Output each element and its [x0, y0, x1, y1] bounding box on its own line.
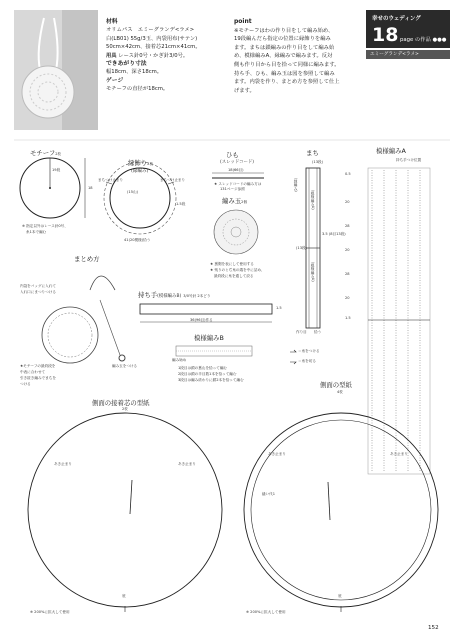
motif-title-text: モチーフ: [30, 149, 56, 157]
materials-yarn-1: オリムパス エミーグランデ<ラメ>: [106, 27, 195, 34]
ball-count: 2個: [241, 200, 248, 204]
gusset-edge: (縁編み): [294, 178, 298, 192]
assembly-l5: 引き抜き編みでまちを: [20, 376, 56, 380]
ball-title: [222, 196, 247, 205]
handle-rect: [140, 304, 272, 314]
ball-note3: 最終段に糸を通して絞る: [214, 274, 254, 278]
assembly-r1: 編み玉をつける: [112, 364, 138, 368]
motif-title: [30, 148, 61, 157]
motif-note2: 糸1本で編む: [26, 230, 47, 234]
materials-yarn-3: 50cm×42cm、接着芯21cm×41cm。: [106, 44, 201, 51]
yarn-tag: エミーグランデ<ラメ>: [366, 50, 450, 59]
materials-yarn-2: 白(LB01) 55g/3玉、内袋用布(サテン): [106, 35, 198, 42]
pattern-b-note2: 2段目は鎖の半目数1本を拾って編む: [178, 372, 237, 376]
edging-circle: [110, 168, 170, 228]
tools-label: 用具: [106, 52, 117, 59]
assembly-bag: [42, 307, 98, 363]
interfacing-pattern-title: 側面の接着芯の型紙: [92, 399, 150, 407]
pattern-a-title: 模様編みA: [376, 147, 406, 155]
materials-title: 材料: [106, 19, 118, 25]
handle-depth: 1.5: [276, 306, 282, 310]
side-seam-allowance: 縫い代1: [262, 492, 276, 496]
point-line: ます。内袋を作り、まとめ方を参照して仕上: [234, 79, 340, 86]
edging-sub: (縁編み): [131, 169, 149, 174]
page-number: 152: [428, 625, 439, 631]
handle-width: 36(96目)作る: [190, 318, 213, 322]
gauge-title: ゲージ: [106, 77, 124, 84]
cord-length: 18(66目): [228, 168, 244, 172]
side-pattern-title: 側面の型紙: [320, 381, 352, 389]
gusset-rows-top: (13段): [312, 160, 323, 164]
handle-title: [138, 290, 210, 299]
pattern-a-s1: 0.5: [345, 172, 351, 176]
size-title: できあがり寸法: [106, 61, 147, 68]
legend-attach: ＝糸をつける: [298, 349, 320, 353]
pattern-a-s2: 1.5: [345, 316, 351, 320]
gusset-rows-bot: (13段): [296, 246, 307, 250]
ball-note2: ★ 残りのとぢ糸の端を中に詰め、: [210, 268, 265, 272]
pattern-a-chart: [368, 168, 430, 474]
side-mark-left: あき止まり: [268, 452, 286, 456]
pattern-a-r3: 20: [345, 248, 350, 252]
edging-range: (15山): [127, 190, 138, 194]
assembly-title: まとめ方: [74, 255, 100, 263]
interfacing-mark-right: あき止まり: [178, 462, 196, 466]
interfacing-pattern-count: 2枚: [122, 407, 128, 411]
edging-bottom: 41(20模様)拾う: [124, 238, 151, 242]
pattern-b-title: 模様編みB: [194, 334, 224, 342]
gusset-dim1: 作り目: [296, 330, 307, 334]
point-title: point: [234, 18, 252, 25]
interfacing-note: ※ 200%に拡大して使用: [30, 610, 70, 614]
project-number: 18: [372, 24, 399, 46]
edging-range-rows: 1.5段: [176, 202, 186, 206]
side-mark-right: あき止まり: [390, 452, 408, 456]
handle-title-text: 持ち手: [138, 291, 158, 299]
cord-title: ひも: [226, 151, 239, 159]
pattern-a-r1: 20: [345, 200, 350, 204]
side-pattern-inner: [251, 420, 431, 600]
ball-note1: ★ 裏側を表にして使用する: [210, 262, 254, 266]
gusset-pattern-top: (模様編みA): [311, 190, 315, 210]
side-bottom: 底: [338, 594, 342, 598]
pattern-a-r4: 28: [345, 272, 350, 276]
motif-count: 2枚: [55, 152, 62, 156]
series-title: 幸せのウェディング: [372, 16, 421, 22]
size-value: 幅18cm、深さ18cm。: [106, 69, 163, 76]
motif-note1: ※ 指定以外はレース針0号、: [22, 224, 68, 228]
pattern-b-start: 編み始め: [172, 358, 187, 362]
assembly-l6: つける: [20, 382, 31, 386]
pattern-a-note: 持ち手つけ位置: [396, 158, 422, 162]
assembly-l4: 中表に合わせて: [20, 370, 46, 374]
ball-title-text: 編み玉: [222, 197, 242, 205]
side-pattern-outer: [244, 413, 438, 607]
side-note: ※ 200%に拡大して使用: [246, 610, 286, 614]
gusset-dim2: 拾う: [314, 330, 322, 334]
tools-value: レース針0号・かぎ針3/0号。: [118, 52, 189, 59]
point-line: 19段編んだら指定の位置に縁飾りを編み: [234, 36, 331, 43]
cord-note1: ★ スレッドコードの編み方は: [214, 182, 262, 186]
pattern-a-r2: 28: [345, 224, 350, 228]
motif-size: 18: [88, 186, 93, 190]
assembly-l1: 内袋をバッグに入れて: [20, 284, 56, 288]
legend-cut: ＝糸を切る: [298, 359, 316, 363]
interfacing-pattern-circle: [28, 413, 222, 607]
gusset-center: 3.5 (8目13段): [322, 232, 346, 236]
pattern-a-r5: 20: [345, 296, 350, 300]
edging-count: 2枚: [147, 162, 154, 166]
point-line: ※モチーフはわの作り目をして編み始め、: [234, 27, 334, 34]
handle-count: 3/0号針 2本どり: [183, 294, 211, 298]
point-line: 側も作り目から目を拾って同様に編みます。: [234, 61, 340, 68]
gusset-title: まち: [306, 149, 319, 157]
cord-note2: 131ページ参照: [220, 187, 245, 191]
edging-pickup-left: まちつけ止まり: [98, 178, 124, 182]
motif-rows: 19段: [52, 168, 61, 172]
pattern-b-note1: 1段目は鎖の裏山を拾って編む: [178, 366, 228, 370]
pattern-b-note3: 3段目は編み終わりに鎖2本を拾って編む: [178, 378, 244, 382]
handle-sub: (模様編みB): [157, 294, 182, 299]
edging-title: [128, 158, 153, 167]
edging-pickup-right: まちつけ止まり: [160, 178, 186, 182]
edging-title-text: 縁飾り: [128, 159, 148, 167]
gauge-value: モチーフの直径が18cm。: [106, 86, 169, 93]
assembly-l2: 入れ口にまつりつける: [20, 290, 56, 294]
interfacing-bottom: 底: [122, 594, 126, 598]
point-line: 持ち手、ひも、編み玉は図を参照して編み: [234, 70, 335, 77]
assembly-l3: ★モチーフの最終段を: [20, 364, 56, 368]
point-line: ます。まちは鎖編みの作り目をして編み始: [234, 44, 335, 51]
interfacing-mark-left: あき止まり: [54, 462, 72, 466]
point-line: げます。: [234, 87, 255, 94]
point-line: め、模様編みA、縁編みで編みます。反対: [234, 53, 333, 60]
cord-sub: (スレッドコード): [220, 160, 254, 165]
side-pattern-count: 4枚: [337, 390, 343, 394]
page-suffix: page の作品 ●●●: [400, 37, 447, 43]
ball-motif: [214, 210, 258, 254]
gusset-pattern-bot: (模様編みA): [311, 262, 315, 282]
